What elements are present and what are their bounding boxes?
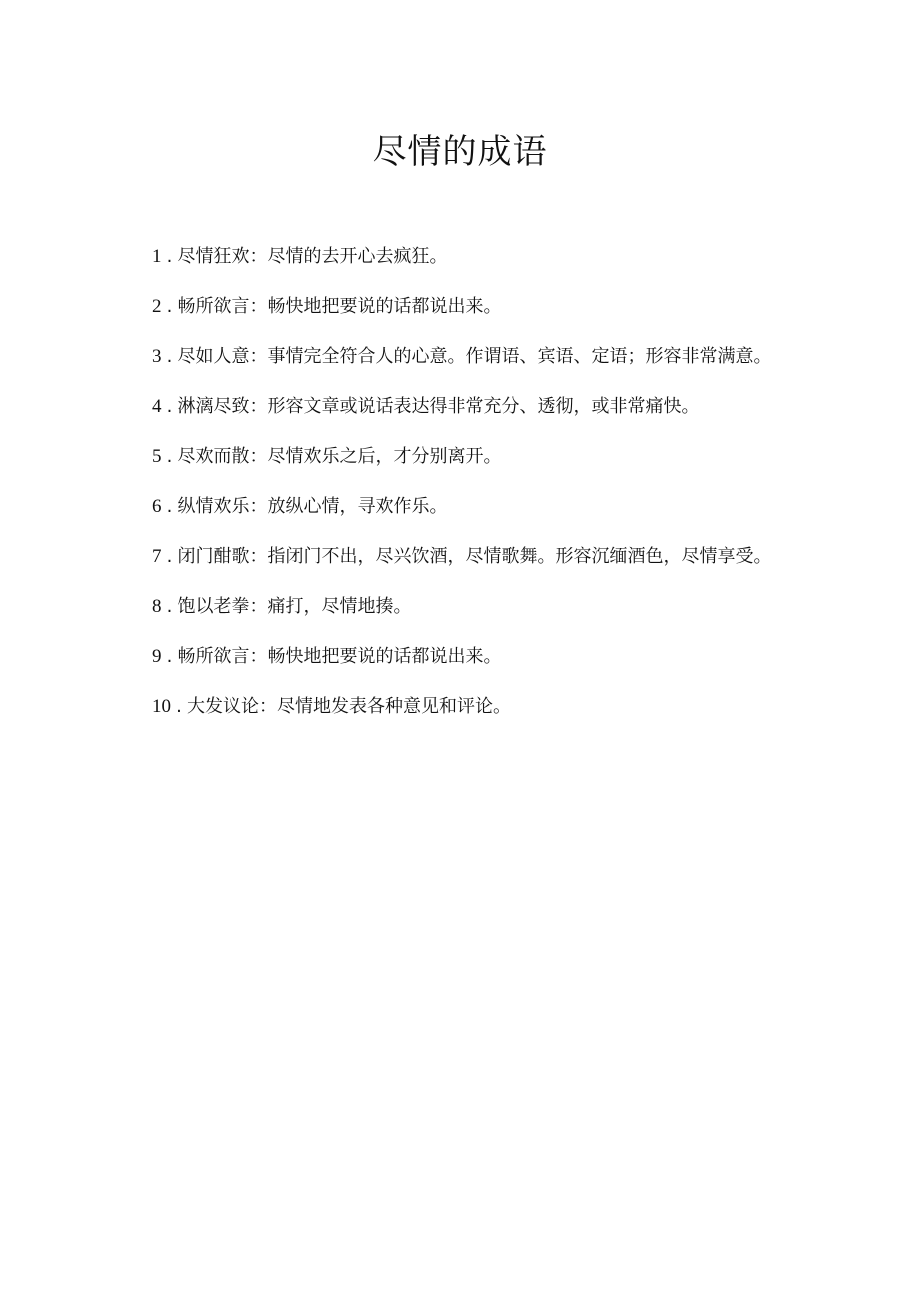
list-item	[112, 232, 802, 282]
item-number: 5	[152, 446, 162, 467]
item-text: 畅所欲言：畅快地把要说的话都说出来。	[177, 646, 502, 667]
item-number: 8	[152, 596, 162, 617]
item-separator: .	[166, 296, 173, 317]
item-separator: .	[166, 646, 173, 667]
item-separator: .	[166, 346, 173, 367]
list-item	[112, 282, 802, 332]
list-item	[112, 482, 802, 532]
list-item	[112, 582, 802, 632]
item-number: 1	[152, 246, 162, 267]
item-separator: .	[166, 496, 173, 517]
item-number: 6	[152, 496, 162, 517]
item-separator: .	[166, 246, 173, 267]
item-number: 3	[152, 346, 162, 367]
item-number: 2	[152, 296, 162, 317]
item-number: 10	[152, 696, 171, 717]
item-text: 闭门酣歌：指闭门不出，尽兴饮酒，尽情歌舞。形容沉缅酒色，尽情享受。	[177, 546, 772, 567]
item-number: 7	[152, 546, 162, 567]
list-item	[112, 532, 802, 582]
item-text: 饱以老拳：痛打，尽情地揍。	[177, 596, 412, 617]
list-item	[112, 382, 802, 432]
item-text: 尽如人意：事情完全符合人的心意。作谓语、宾语、定语；形容非常满意。	[177, 346, 772, 367]
item-text: 尽情狂欢：尽情的去开心去疯狂。	[177, 246, 448, 267]
item-text: 淋漓尽致：形容文章或说话表达得非常充分、透彻，或非常痛快。	[177, 396, 700, 417]
item-separator: .	[166, 546, 173, 567]
item-separator: .	[176, 696, 182, 717]
item-separator: .	[166, 446, 173, 467]
page-title: 尽情的成语	[372, 132, 548, 172]
item-text: 纵情欢乐：放纵心情，寻欢作乐。	[177, 496, 448, 517]
list-item	[112, 682, 802, 732]
item-separator: .	[166, 396, 173, 417]
item-number: 9	[152, 646, 162, 667]
item-text: 畅所欲言：畅快地把要说的话都说出来。	[177, 296, 502, 317]
idiom-list	[112, 232, 802, 732]
list-item	[112, 332, 802, 382]
item-text: 尽欢而散：尽情欢乐之后，才分别离开。	[177, 446, 502, 467]
list-item	[112, 432, 802, 482]
list-item	[112, 632, 802, 682]
item-number: 4	[152, 396, 162, 417]
item-text: 大发议论：尽情地发表各种意见和评论。	[187, 696, 511, 717]
item-separator: .	[166, 596, 173, 617]
